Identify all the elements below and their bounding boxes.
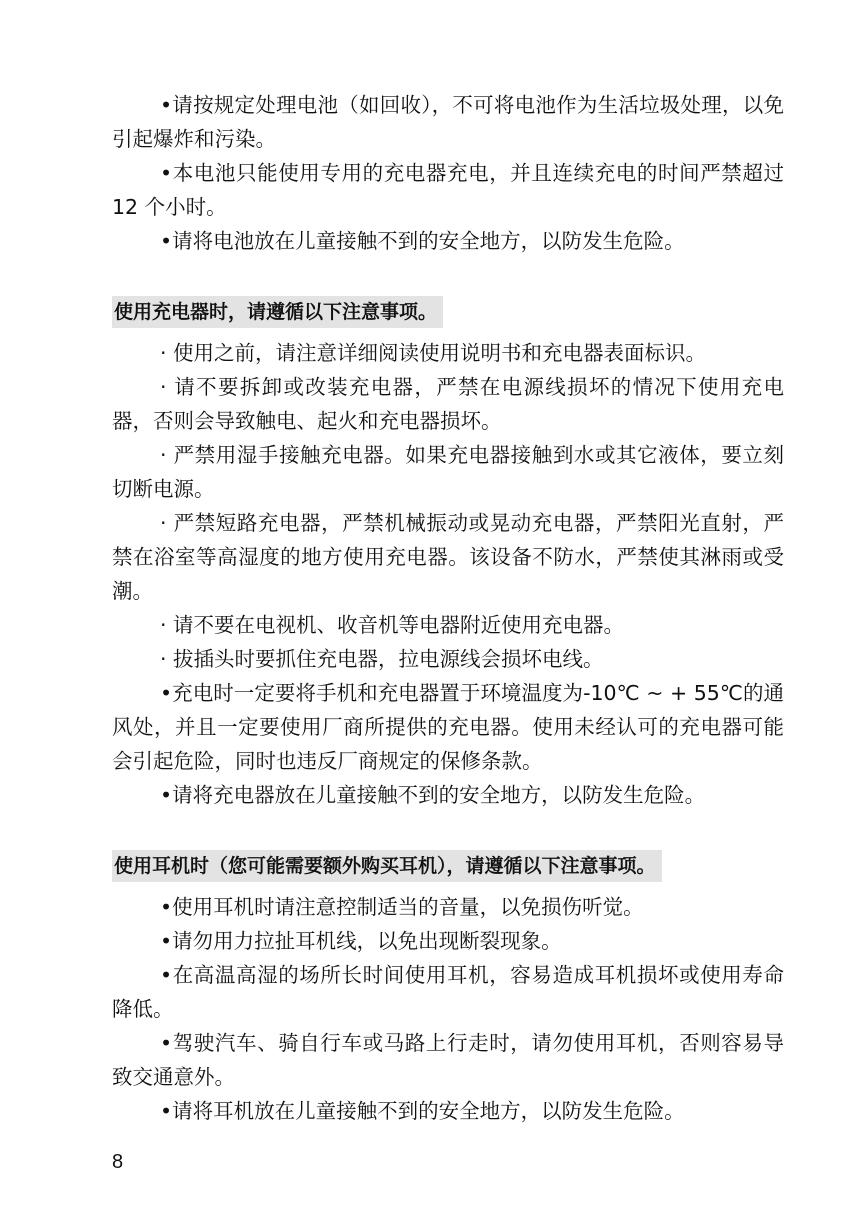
earphone-heading-row: [112, 850, 784, 882]
charger-section-heading: 使用充电器时，请遵循以下注意事项。: [112, 296, 443, 328]
earphone-note-volume: •使用耳机时请注意控制适当的音量，以免损伤听觉。: [160, 895, 644, 919]
charger-notes-section: [112, 336, 784, 812]
charger-note-child-safety: •请将充电器放在儿童接触不到的安全地方，以防发生危险。: [160, 783, 706, 807]
charger-note-short-circuit: · 严禁短路充电器，严禁机械振动或晃动充电器，严禁阳光直射，严禁在浴室等高湿度的地方使用充电器。该设备不防水，严禁使其淋雨或受潮。: [112, 511, 784, 603]
battery-notes-section: [112, 88, 784, 258]
charger-note-temperature: •充电时一定要将手机和充电器置于环境温度为-10℃ ~ + 55℃的通风处，并且一定要使用厂商所提供的充电器。使用未经认可的充电器可能会引起危险，同时也违反厂商规定的保修条款。: [112, 681, 784, 773]
battery-note-recycle: •请按规定处理电池（如回收），不可将电池作为生活垃圾处理，以免引起爆炸和污染。: [112, 93, 784, 151]
charger-note-unplug: · 拔插头时要抓住充电器，拉电源线会损坏电线。: [160, 647, 604, 671]
earphone-notes-section: [112, 890, 784, 1128]
charger-note-no-disassembly: · 请不要拆卸或改装充电器，严禁在电源线损坏的情况下使用充电器，否则会导致触电、起火和充电器损坏。: [112, 375, 784, 433]
earphone-note-humidity: •在高温高湿的场所长时间使用耳机，容易造成耳机损坏或使用寿命降低。: [112, 963, 784, 1021]
earphone-section-heading: 使用耳机时（您可能需要额外购买耳机），请遵循以下注意事项。: [112, 850, 662, 882]
earphone-note-child-safety: •请将耳机放在儿童接触不到的安全地方，以防发生危险。: [160, 1099, 685, 1123]
battery-note-child-safety: •请将电池放在儿童接触不到的安全地方，以防发生危险。: [160, 229, 685, 253]
charger-heading-row: [112, 296, 784, 328]
charger-note-near-appliances: · 请不要在电视机、收音机等电器附近使用充电器。: [160, 613, 625, 637]
charger-note-wet-hands: · 严禁用湿手接触充电器。如果充电器接触到水或其它液体，要立刻切断电源。: [112, 443, 784, 501]
earphone-note-driving: •驾驶汽车、骑自行车或马路上行走时，请勿使用耳机，否则容易导致交通意外。: [112, 1031, 784, 1089]
charger-note-read-manual: · 使用之前，请注意详细阅读使用说明书和充电器表面标识。: [160, 341, 707, 365]
earphone-note-cable: •请勿用力拉扯耳机线，以免出现断裂现象。: [160, 929, 562, 953]
battery-note-charging-time: •本电池只能使用专用的充电器充电，并且连续充电的时间严禁超过 12 个小时。: [112, 161, 784, 219]
manual-page: [112, 88, 784, 1128]
page-number: 8: [112, 1151, 124, 1173]
